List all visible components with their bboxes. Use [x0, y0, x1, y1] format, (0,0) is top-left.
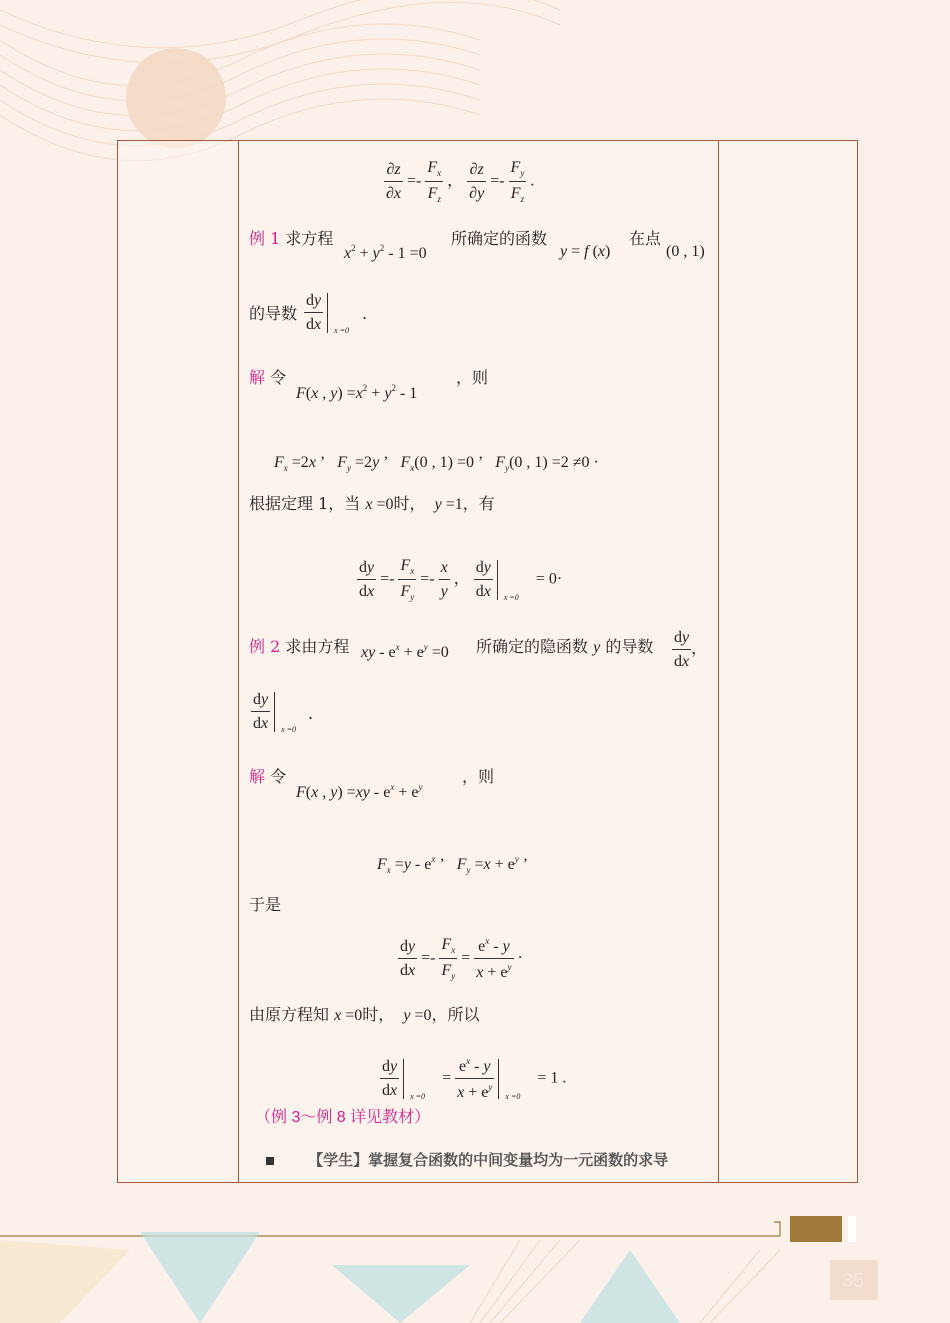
- example2-text: 所确定的隐函数 y 的导数: [476, 637, 654, 656]
- solution2-label: 解: [249, 767, 266, 786]
- example1-derivative-text: 的导数: [249, 304, 298, 323]
- example1-equation: $x^2 + y^2 - 1 =0$: [344, 243, 427, 262]
- example1-function: y = f (x): [560, 243, 611, 260]
- example1-text-point: 在点: [629, 229, 662, 248]
- example2-derivative: $\frac{dy}{dx}$ ，: [674, 629, 708, 670]
- example2-statement: 例 2 求由方程: [249, 637, 350, 656]
- square-bullet-icon: [266, 1157, 274, 1165]
- solution2-origin-line: 由原方程知 x =0时， y =0，所以: [249, 1005, 480, 1024]
- solution2-derivative-formula: $\frac{dy}{dx}$ =- $\frac{F_x}{F_y}$ = $\frac{e^x - y}{x + e^y}$ ·: [400, 936, 523, 981]
- example1-text: 所确定的函数: [451, 229, 548, 248]
- example1-derivative-expr: $\frac{dy}{dx}$ x =0: [304, 293, 362, 333]
- solution2-then: ，则: [462, 767, 495, 786]
- example2-period: .: [308, 704, 314, 723]
- solution2-partials: $F_x =y - e^x$ ’ $F_y =x + e^y$ ’: [377, 854, 529, 875]
- example1-label: 例 1: [249, 229, 281, 248]
- bullet-line: [266, 1153, 668, 1168]
- textbook-note: （例 3～例 8 详见教材）: [255, 1109, 431, 1126]
- solution2-function-def: F(x , $y) =xy - e^x + e^y$: [296, 782, 423, 801]
- solution1-function-def: F(x , $y) =x^2 + y^2 - 1$: [296, 383, 418, 402]
- solution2-header: 解 令: [249, 767, 287, 786]
- example2-derivative-at-zero: $\frac{dy}{dx}$ x =0: [251, 692, 309, 732]
- solution2-result-formula: $\frac{dy}{dx}$ x =0 = $\frac{e^x - y}{x + e^y}$ x =0 = 1 .: [382, 1056, 567, 1101]
- example1-period: .: [362, 304, 368, 323]
- page-number: 35: [842, 1270, 865, 1292]
- example1-statement: 例 1 求方程: [249, 229, 334, 248]
- solution1-partials: $F_x =2x$ ’ $F_y =2y$ ’ $F_x(0$ , 1) =0 ’ $F_y(0$ , 1) =2 ≠0 ·: [274, 454, 599, 473]
- example2-equation: xy - $e^x + e^y =0$: [361, 642, 449, 661]
- solution1-theorem-line: 根据定理 1，当 x =0时， y =1，有: [249, 494, 495, 513]
- solution1-header: 解 令: [249, 368, 287, 387]
- solution1-then: ，则: [456, 368, 489, 387]
- formula-partial-derivatives: $\frac{\partial z}{\partial x}$ =- $\frac{F_x}{F_z}$ ， $\frac{\partial z}{\partial y}$ =- $\frac{F_y}{F_z}$ .: [386, 159, 535, 204]
- bullet-text: 【学生】掌握复合函数的中间变量均为一元函数的求导: [308, 1152, 669, 1169]
- example2-label: 例 2: [249, 637, 281, 656]
- example1-point: (0 , 1): [666, 243, 705, 260]
- solution2-therefore: 于是: [249, 895, 282, 914]
- solution1-label: 解: [249, 368, 266, 387]
- solution1-result-formula: $\frac{dy}{dx}$ =- $\frac{F_x}{F_y}$ =- $\frac{x}{y}$ ， $\frac{dy}{dx}$ x =0 = 0·: [359, 557, 563, 602]
